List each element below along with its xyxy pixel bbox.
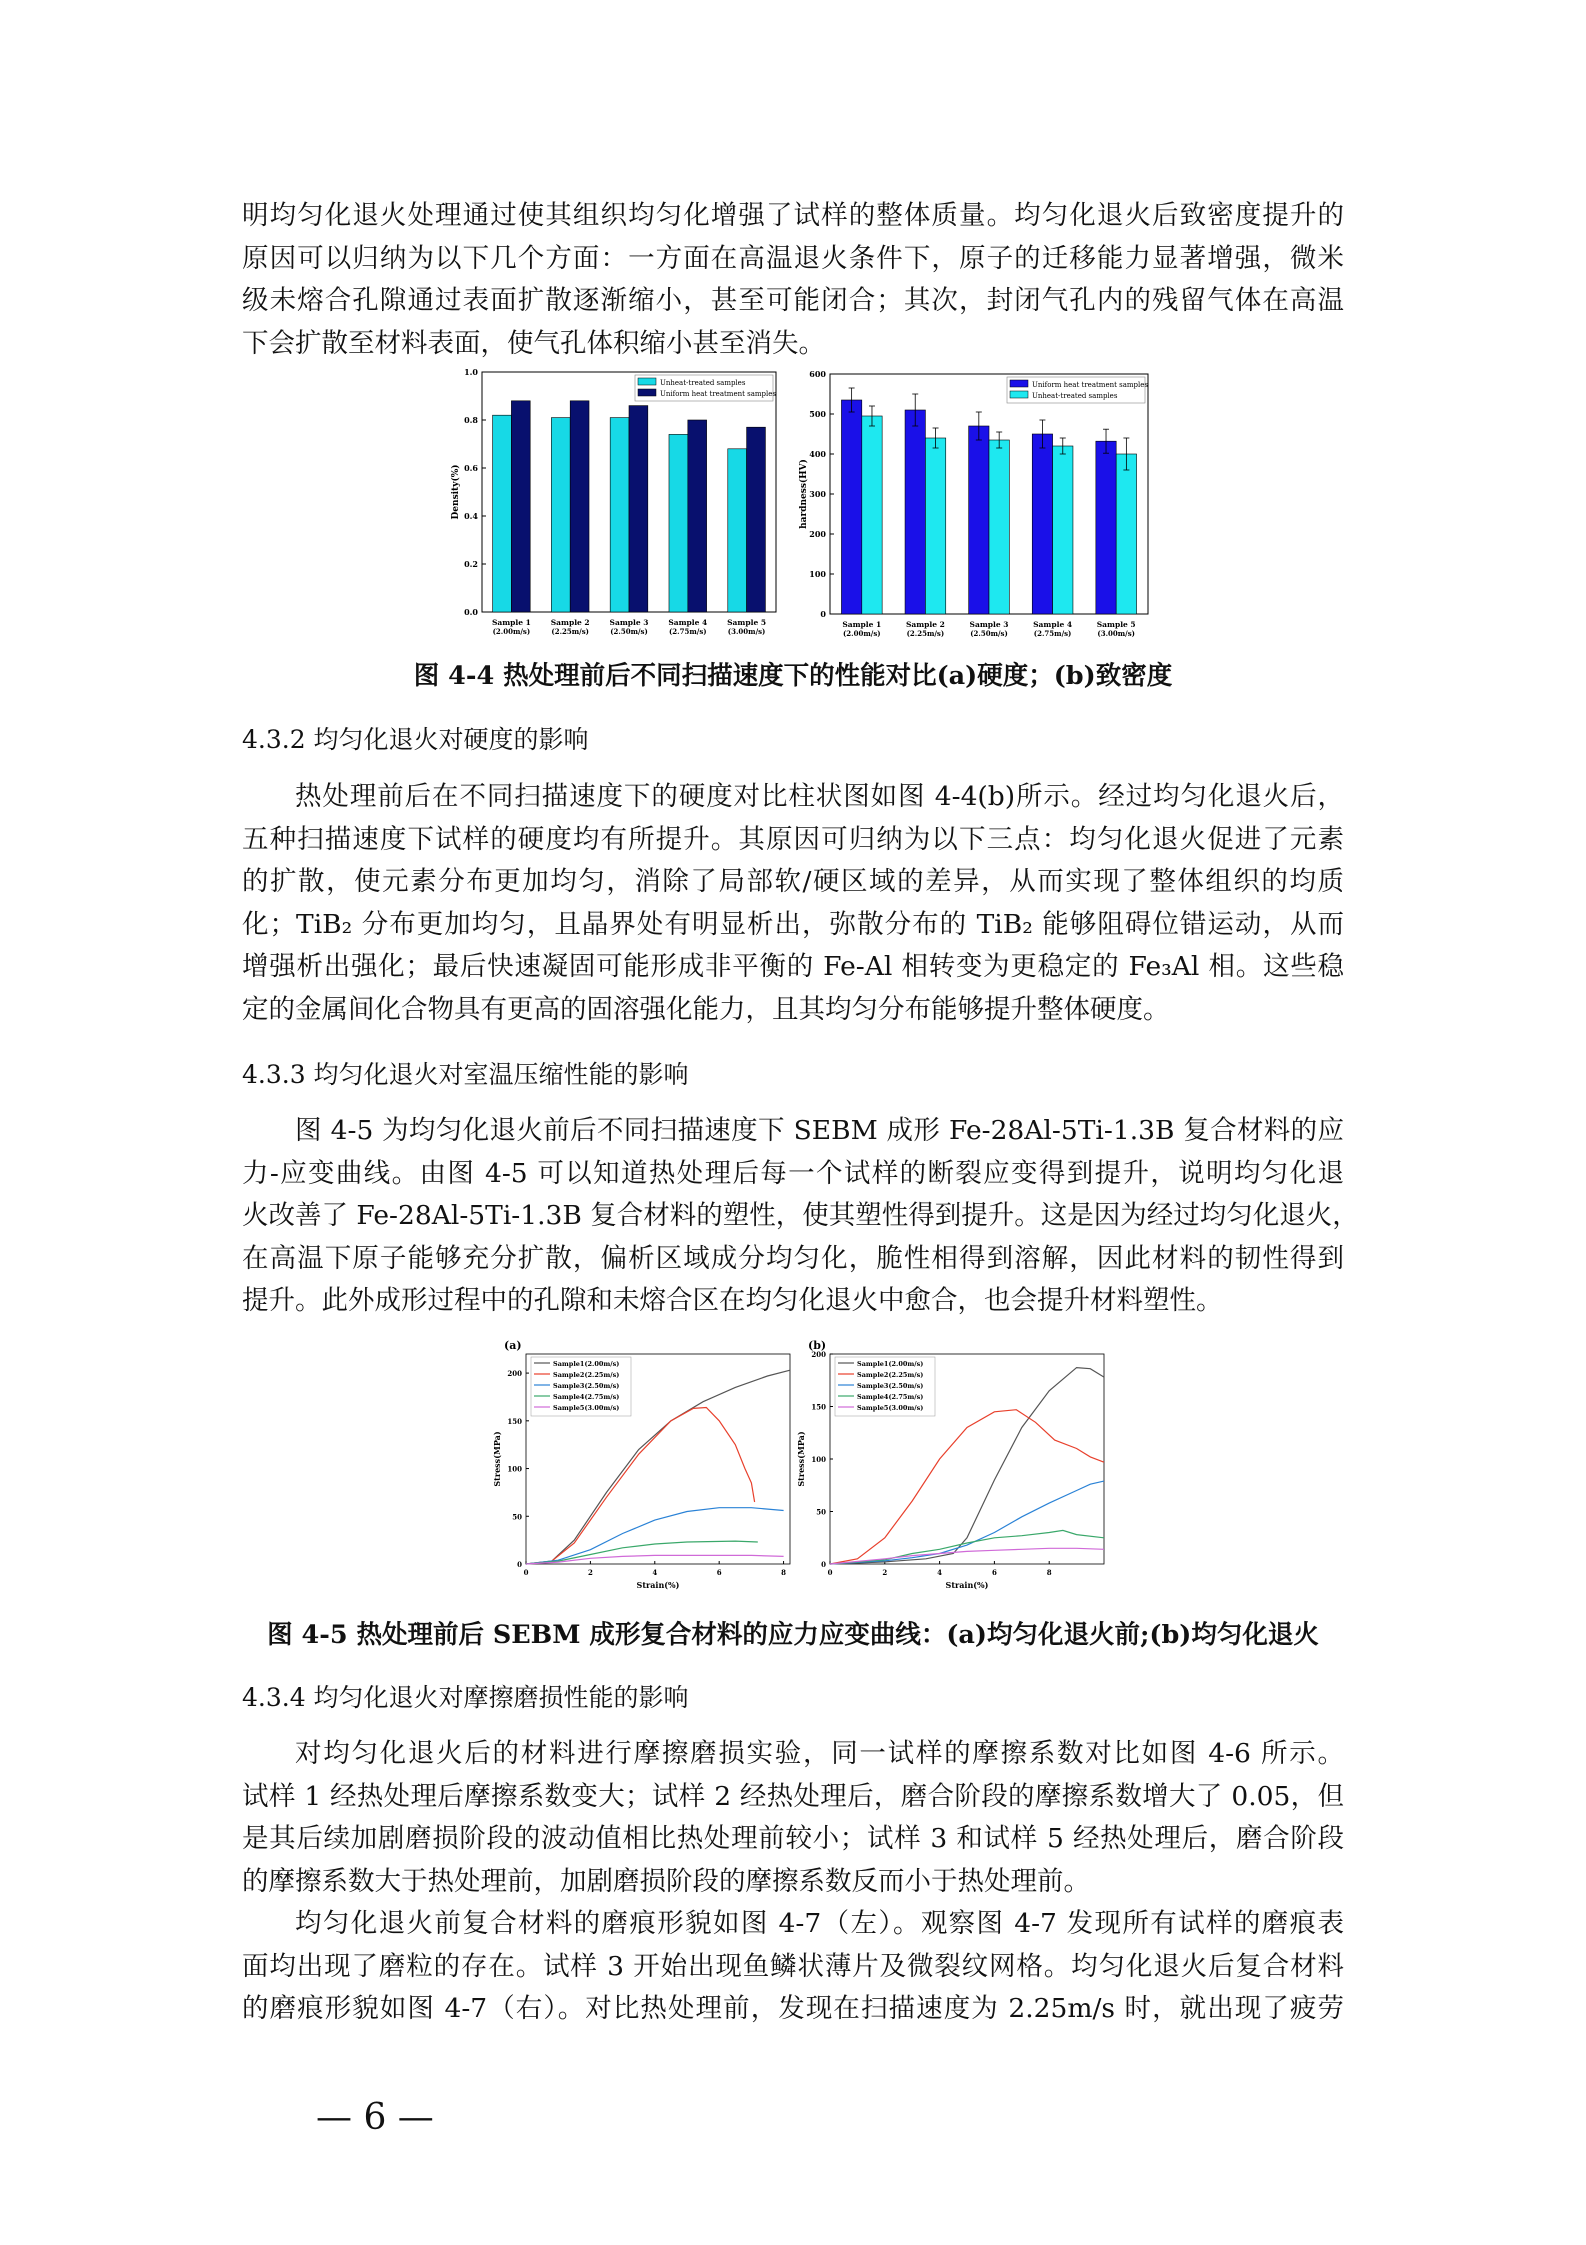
x-tick-label: Sample 4 bbox=[668, 618, 708, 627]
y-tick-label: 0.2 bbox=[464, 559, 478, 569]
bar bbox=[610, 418, 629, 612]
y-axis-label: hardness(HV) bbox=[799, 459, 809, 529]
stress-strain-chart-b bbox=[792, 1338, 1112, 1598]
y-tick-label: 0.8 bbox=[464, 415, 478, 425]
y-tick-label: 200 bbox=[809, 529, 826, 539]
x-tick-label: Sample 4 bbox=[1033, 620, 1073, 629]
text-line: 对均匀化退火后的材料进行摩擦磨损实验，同一试样的摩擦系数对比如图 4-6 所示。 bbox=[295, 1738, 1344, 1769]
x-tick-label: 0 bbox=[827, 1568, 833, 1577]
text-line: 增强析出强化；最后快速凝固可能形成非平衡的 Fe-Al 相转变为更稳定的 Fe₃Al 相。这些稳 bbox=[242, 951, 1344, 982]
y-tick-label: 200 bbox=[507, 1369, 522, 1379]
hardness-bar-chart bbox=[790, 362, 1160, 662]
x-tick-label: 2 bbox=[587, 1568, 593, 1577]
legend-swatch bbox=[638, 389, 656, 396]
section-heading-4-3-3: 4.3.3 均匀化退火对室温压缩性能的影响 bbox=[242, 1060, 689, 1089]
bar bbox=[862, 416, 882, 614]
x-axis-label: Strain(%) bbox=[945, 1580, 989, 1590]
x-tick-label: 6 bbox=[991, 1568, 997, 1577]
bar bbox=[1096, 441, 1116, 614]
bar bbox=[493, 415, 512, 612]
x-tick-sublabel: (2.00m/s) bbox=[843, 629, 881, 638]
text-line: 定的金属间化合物具有更高的固溶强化能力，且其均匀分布能够提升整体硬度。 bbox=[242, 993, 1170, 1025]
text-line: 级未熔合孔隙通过表面扩散逐渐缩小，甚至可能闭合；其次，封闭气孔内的残留气体在高温 bbox=[242, 285, 1344, 316]
section-heading-4-3-2: 4.3.2 均匀化退火对硬度的影响 bbox=[242, 725, 589, 754]
x-tick-label: 0 bbox=[523, 1568, 529, 1577]
y-tick-label: 500 bbox=[809, 409, 826, 419]
y-tick-label: 300 bbox=[809, 489, 826, 499]
series-line bbox=[830, 1530, 1104, 1564]
legend-label: Sample4(2.75m/s) bbox=[857, 1393, 924, 1401]
y-tick-label: 100 bbox=[507, 1464, 522, 1474]
text-line: 在高温下原子能够充分扩散，偏析区域成分均匀化，脆性相得到溶解，因此材料的韧性得到 bbox=[242, 1242, 1344, 1274]
x-tick-label: 8 bbox=[781, 1568, 786, 1577]
bar bbox=[989, 440, 1009, 614]
legend-label: Sample1(2.00m/s) bbox=[857, 1360, 924, 1368]
legend-swatch bbox=[1010, 391, 1028, 398]
text-line: 化；TiB₂ 分布更加均匀，且晶界处有明显析出，弥散分布的 TiB₂ 能够阻碍位错运动，从而 bbox=[242, 908, 1344, 940]
legend-swatch bbox=[638, 378, 656, 385]
legend-label: Uniform heat treatment samples bbox=[660, 390, 776, 398]
x-tick-sublabel: (2.75m/s) bbox=[669, 627, 707, 636]
legend-swatch bbox=[1010, 380, 1028, 387]
y-tick-label: 0.4 bbox=[464, 511, 478, 521]
y-tick-label: 0 bbox=[820, 609, 826, 619]
text-line: 试样 1 经热处理后摩擦系数变大；试样 2 经热处理后，磨合阶段的摩擦系数增大了 0.05，但 bbox=[242, 1780, 1344, 1812]
stress-strain-chart-a bbox=[486, 1338, 796, 1598]
text-line: 的扩散，使元素分布更加均匀，消除了局部软/硬区域的差异，从而实现了整体组织的均质 bbox=[242, 866, 1344, 897]
x-tick-label: 4 bbox=[937, 1568, 943, 1577]
paragraph-compression bbox=[242, 1110, 1359, 1323]
text-line: 均匀化退火前复合材料的磨痕形貌如图 4-7（左）。观察图 4-7 发现所有试样的磨痕表 bbox=[295, 1908, 1344, 1939]
text-line: 火改善了 Fe-28Al-5Ti-1.3B 复合材料的塑性，使其塑性得到提升。这是因为经过均匀化退火， bbox=[242, 1200, 1359, 1231]
bar bbox=[1032, 434, 1052, 614]
figure-4-4-caption: 图 4-4 热处理前后不同扫描速度下的性能对比(a)硬度；(b)致密度 bbox=[413, 661, 1173, 691]
y-axis-label: Density(%) bbox=[451, 464, 461, 520]
y-tick-label: 0 bbox=[821, 1560, 826, 1569]
text-line: 原因可以归纳为以下几个方面：一方面在高温退火条件下，原子的迁移能力显著增强，微米 bbox=[242, 242, 1344, 274]
series-line bbox=[526, 1408, 755, 1565]
bar bbox=[669, 434, 688, 612]
y-tick-label: 150 bbox=[507, 1416, 522, 1426]
text-line: 是其后续加剧磨损阶段的波动值相比热处理前较小；试样 3 和试样 5 经热处理后，磨合阶段 bbox=[242, 1823, 1344, 1854]
bar bbox=[728, 449, 747, 612]
legend-label: Sample1(2.00m/s) bbox=[553, 1360, 620, 1368]
y-tick-label: 100 bbox=[811, 1455, 826, 1464]
x-tick-sublabel: (2.25m/s) bbox=[551, 627, 589, 636]
x-tick-sublabel: (3.00m/s) bbox=[1097, 629, 1135, 638]
bar bbox=[841, 400, 861, 614]
legend-label: Sample3(2.50m/s) bbox=[857, 1382, 924, 1390]
paragraph-hardness bbox=[242, 776, 1344, 1031]
x-tick-label: 4 bbox=[652, 1568, 658, 1577]
x-tick-sublabel: (3.00m/s) bbox=[727, 627, 766, 636]
bar bbox=[925, 438, 945, 614]
x-axis-label: Strain(%) bbox=[636, 1580, 680, 1590]
y-tick-label: 50 bbox=[512, 1512, 522, 1522]
text-line: 五种扫描速度下试样的硬度均有所提升。其原因可归纳为以下三点：均匀化退火促进了元素 bbox=[242, 823, 1344, 855]
x-tick-label: 2 bbox=[882, 1568, 888, 1577]
bar bbox=[969, 426, 989, 614]
bar bbox=[688, 420, 707, 612]
text-line: 面均出现了磨粒的存在。试样 3 开始出现鱼鳞状薄片及微裂纹网格。均匀化退火后复合材料 bbox=[242, 1950, 1344, 1982]
legend-label: Uniform heat treatment samples bbox=[1032, 381, 1148, 389]
text-line: 提升。此外成形过程中的孔隙和未熔合区在均匀化退火中愈合，也会提升材料塑性。 bbox=[242, 1285, 1223, 1316]
panel-label: (a) bbox=[504, 1339, 522, 1352]
y-tick-label: 200 bbox=[811, 1350, 826, 1359]
x-tick-sublabel: (2.75m/s) bbox=[1033, 629, 1072, 638]
y-tick-label: 0 bbox=[517, 1560, 522, 1569]
x-tick-sublabel: (2.25m/s) bbox=[906, 629, 945, 638]
y-tick-label: 600 bbox=[809, 369, 826, 379]
text-line: 力-应变曲线。由图 4-5 可以知道热处理后每一个试样的断裂应变得到提升，说明均匀化退 bbox=[242, 1157, 1344, 1189]
legend-label: Sample2(2.25m/s) bbox=[857, 1371, 924, 1379]
legend-label: Sample4(2.75m/s) bbox=[553, 1393, 620, 1401]
x-tick-label: Sample 3 bbox=[609, 618, 649, 627]
legend-label: Unheat-treated samples bbox=[1032, 392, 1118, 400]
legend-label: Sample5(3.00m/s) bbox=[857, 1404, 924, 1412]
x-tick-label: Sample 5 bbox=[727, 618, 767, 627]
legend-label: Unheat-treated samples bbox=[660, 379, 746, 387]
y-tick-label: 1.0 bbox=[464, 367, 478, 377]
x-tick-sublabel: (2.00m/s) bbox=[492, 627, 531, 636]
legend-label: Sample2(2.25m/s) bbox=[553, 1371, 620, 1379]
bar bbox=[1116, 454, 1136, 614]
bar bbox=[511, 401, 530, 612]
y-tick-label: 150 bbox=[811, 1402, 826, 1412]
y-axis-label: Stress(MPa) bbox=[492, 1431, 502, 1487]
y-tick-label: 400 bbox=[809, 449, 826, 459]
y-tick-label: 100 bbox=[809, 569, 826, 579]
x-tick-label: Sample 5 bbox=[1096, 620, 1136, 629]
text-line: 下会扩散至材料表面，使气孔体积缩小甚至消失。 bbox=[242, 327, 825, 359]
figure-4-5-caption: 图 4-5 热处理前后 SEBM 成形复合材料的应力应变曲线：(a)均匀化退火前;(b)均匀化退火 bbox=[267, 1620, 1319, 1650]
page-number: — 6 — bbox=[316, 2097, 434, 2138]
y-axis-label: Stress(MPa) bbox=[796, 1431, 806, 1487]
bar bbox=[1053, 446, 1073, 614]
paragraph-friction bbox=[242, 1733, 1344, 1903]
x-tick-label: Sample 2 bbox=[905, 620, 945, 629]
bar bbox=[747, 427, 766, 612]
y-tick-label: 0.0 bbox=[464, 607, 478, 617]
paragraph-density-reason bbox=[242, 195, 1344, 365]
x-tick-label: Sample 1 bbox=[842, 620, 882, 629]
x-tick-label: Sample 2 bbox=[550, 618, 590, 627]
x-tick-label: Sample 1 bbox=[491, 618, 531, 627]
section-heading-4-3-4: 4.3.4 均匀化退火对摩擦磨损性能的影响 bbox=[242, 1683, 689, 1712]
bar bbox=[629, 406, 648, 612]
x-tick-sublabel: (2.50m/s) bbox=[970, 629, 1008, 638]
legend-label: Sample5(3.00m/s) bbox=[553, 1404, 620, 1412]
x-tick-label: 6 bbox=[716, 1568, 722, 1577]
text-line: 的摩擦系数大于热处理前，加剧磨损阶段的摩擦系数反而小于热处理前。 bbox=[242, 1865, 1090, 1897]
y-tick-label: 0.6 bbox=[464, 463, 478, 473]
y-tick-label: 50 bbox=[816, 1507, 826, 1517]
series-line bbox=[830, 1410, 1104, 1564]
text-line: 热处理前后在不同扫描速度下的硬度对比柱状图如图 4-4(b)所示。经过均匀化退火后， bbox=[295, 781, 1344, 812]
panel-label: (b) bbox=[808, 1339, 827, 1352]
x-tick-label: Sample 3 bbox=[969, 620, 1009, 629]
density-bar-chart bbox=[438, 362, 788, 662]
bar bbox=[905, 410, 925, 614]
x-tick-sublabel: (2.50m/s) bbox=[610, 627, 648, 636]
paragraph-wear-morphology bbox=[242, 1903, 1344, 2031]
legend-label: Sample3(2.50m/s) bbox=[553, 1382, 620, 1390]
text-line: 明均匀化退火处理通过使其组织均匀化增强了试样的整体质量。均匀化退火后致密度提升的 bbox=[242, 200, 1344, 231]
bar bbox=[570, 401, 589, 612]
text-line: 的磨痕形貌如图 4-7（右）。对比热处理前，发现在扫描速度为 2.25m/s 时，就出现了疲劳 bbox=[242, 1993, 1344, 2024]
text-line: 图 4-5 为均匀化退火前后不同扫描速度下 SEBM 成形 Fe-28Al-5Ti-1.3B 复合材料的应 bbox=[295, 1115, 1344, 1146]
x-tick-label: 8 bbox=[1046, 1568, 1052, 1577]
bar bbox=[551, 418, 570, 612]
